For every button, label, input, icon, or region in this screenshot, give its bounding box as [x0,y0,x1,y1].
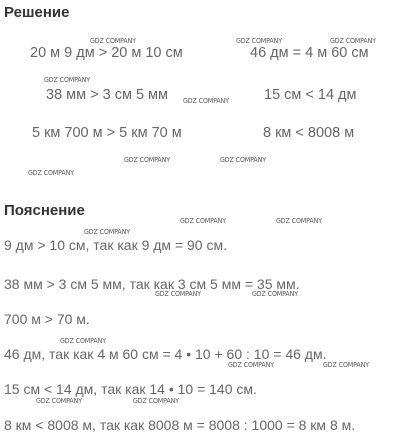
watermark: GDZ COMPANY [133,397,179,405]
explanation-line-5: 15 см < 14 дм, так как 14 • 10 = 140 см. [4,381,257,397]
watermark: GDZ COMPANY [228,361,274,369]
watermark: GDZ COMPANY [276,217,322,225]
watermark: GDZ COMPANY [180,217,226,225]
solution-heading: Решение [4,4,70,21]
watermark: GDZ COMPANY [236,37,282,45]
explanation-line-3: 700 м > 70 м. [4,311,90,327]
explanation-line-1: 9 дм > 10 см, так как 9 дм = 90 см. [4,237,227,253]
comparison-6: 8 км < 8008 м [263,125,355,141]
watermark: GDZ COMPANY [36,397,82,405]
comparison-4: 15 см < 14 дм [264,87,357,103]
watermark: GDZ COMPANY [90,37,136,45]
watermark: GDZ COMPANY [124,156,170,164]
comparison-1: 20 м 9 дм > 20 м 10 см [30,45,183,61]
comparison-2: 46 дм = 4 м 60 см [250,45,369,61]
watermark: GDZ COMPANY [323,361,369,369]
watermark: GDZ COMPANY [60,337,106,345]
watermark: GDZ COMPANY [252,290,298,298]
explanation-line-2: 38 мм > 3 см 5 мм, так как 3 см 5 мм = 35 мм. [4,276,300,292]
watermark: GDZ COMPANY [84,228,130,236]
comparison-3: 38 мм > 3 см 5 мм [46,87,168,103]
explanation-heading: Пояснение [4,202,85,219]
watermark: GDZ COMPANY [330,37,376,45]
explanation-line-6: 8 км < 8008 м, так как 8008 м = 8008 : 1000 = 8 км 8 м. [4,417,356,433]
watermark: GDZ COMPANY [155,290,201,298]
watermark: GDZ COMPANY [183,97,229,105]
comparison-5: 5 км 700 м > 5 км 70 м [32,125,182,141]
explanation-line-4: 46 дм, так как 4 м 60 см = 4 • 10 + 60 : 10 = 46 дм. [4,346,327,362]
watermark: GDZ COMPANY [28,169,74,177]
watermark: GDZ COMPANY [44,76,90,84]
watermark: GDZ COMPANY [220,156,266,164]
